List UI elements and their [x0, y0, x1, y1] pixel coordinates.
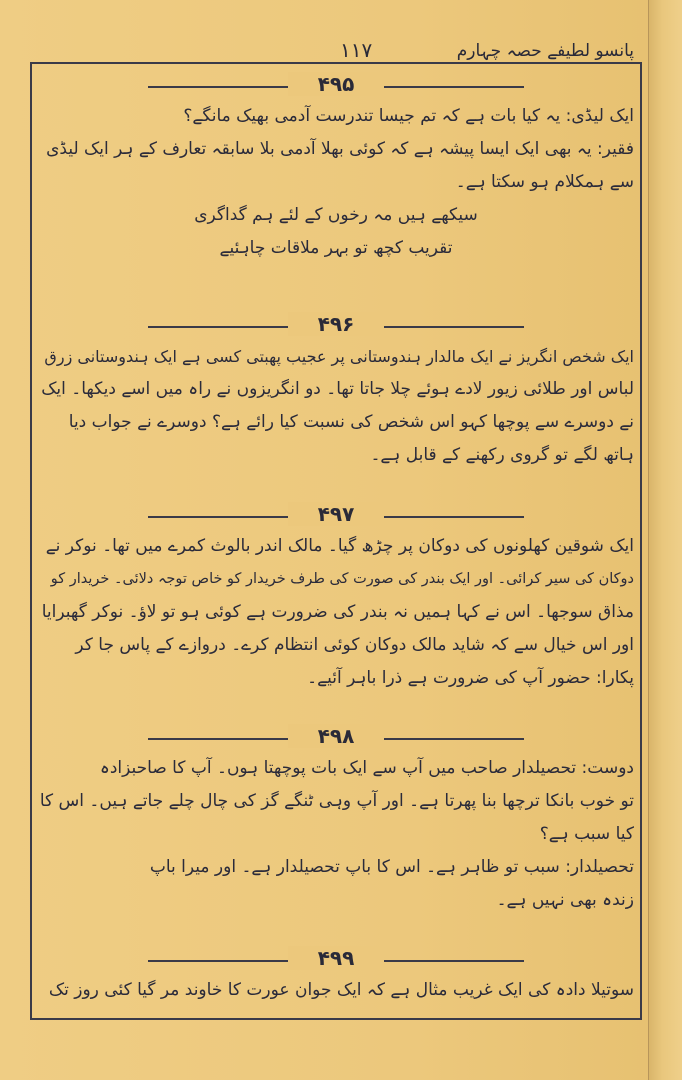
- adjacent-page-edge: [648, 0, 682, 1080]
- text-line: دوکان کی سیر کرائی۔ اور ایک بندر کی صورت کی طرف خریدار کو خاص توجہ دلائی۔ خریدار کو: [50, 571, 634, 587]
- text-line: نے دوسرے سے پوچھا کہو اس شخص کی نسبت کیا رائے ہے؟ دوسرے نے جواب دیا: [68, 412, 634, 432]
- joke-498: [38, 724, 634, 917]
- joke-number: ۴۹۵: [288, 72, 384, 96]
- text-line: ایک شوقین کھلونوں کی دوکان پر چڑھ گیا۔ مالک اندر بالوث کمرے میں تھا۔ نوکر نے: [45, 536, 634, 556]
- text-line: پکارا: حضور آپ کی ضرورت ہے ذرا باہر آئیے۔: [307, 668, 634, 688]
- joke-number: ۴۹۷: [288, 502, 384, 526]
- joke-497: [38, 502, 634, 695]
- text-line: ایک شخص انگریز نے ایک مالدار ہندوستانی پر عجیب پھبتی کسی ہے ایک ہندوستانی زرق: [44, 347, 634, 366]
- text-line: سے ہمکلام ہو سکتا ہے۔: [455, 172, 634, 192]
- text-line: فقیر: یہ بھی ایک ایسا پیشہ ہے کہ کوئی بھلا آدمی بلا سابقہ تعارف کے ہر ایک لیڈی: [46, 139, 634, 159]
- text-line: تو خوب بانکا ترچھا بنا پھرتا ہے۔ اور آپ وہی ٹنگے گز کی چال چلے جاتے ہیں۔ اس کا: [39, 791, 634, 811]
- section-heading: [38, 724, 634, 752]
- verse-line: تقریب کچھ تو بہر ملاقات چاہئیے: [219, 238, 453, 258]
- joke-495: [38, 72, 634, 265]
- text-line: لباس اور طلائی زیور لادے ہوئے چلا جاتا تھا۔ دو انگریزوں نے راہ میں اسے دیکھا۔ ایک: [41, 379, 634, 399]
- joke-499: [38, 946, 634, 1007]
- joke-number: ۴۹۸: [288, 724, 384, 748]
- section-heading: [38, 502, 634, 530]
- text-line: مذاق سوجھا۔ اس نے کہا ہمیں نہ بندر کی ضرورت ہے کوئی ہو تو لاؤ۔ نوکر گھبرایا: [41, 602, 634, 622]
- book-title: پانسو لطیفے حصہ چہارم: [456, 41, 634, 61]
- text-line: اور اس خیال سے کہ شاید مالک دوکان کوئی انتظام کرے۔ دروازے کے پاس جا کر: [75, 635, 634, 655]
- joke-number: ۴۹۶: [288, 312, 384, 336]
- text-line: تحصیلدار: سبب تو ظاہر ہے۔ اس کا باپ تحصیلدار ہے۔ اور میرا باپ: [149, 857, 634, 877]
- text-line: ہاتھ لگے تو گروی رکھنے کے قابل ہے۔: [370, 445, 634, 465]
- text-line: کیا سبب ہے؟: [539, 824, 634, 844]
- text-line: سوتیلا دادہ کی ایک غریب مثال ہے کہ ایک جوان عورت کا خاوند مر گیا کئی روز تک: [48, 980, 634, 1000]
- section-heading: [38, 312, 634, 340]
- text-line: ایک لیڈی: یہ کیا بات ہے کہ تم جیسا تندرست آدمی بھیک مانگے؟: [183, 106, 634, 126]
- text-line: زندہ بھی نہیں ہے۔: [496, 890, 634, 910]
- verse-line: سیکھے ہیں مہ رخوں کے لئے ہم گداگری: [194, 205, 478, 225]
- section-heading: [38, 946, 634, 974]
- text-line: دوست: تحصیلدار صاحب میں آپ سے ایک بات پوچھتا ہوں۔ آپ کا صاحبزادہ: [99, 758, 634, 778]
- joke-number: ۴۹۹: [288, 946, 384, 970]
- section-heading: [38, 72, 634, 100]
- joke-496: [38, 312, 634, 472]
- page-number: ۱۱۷: [340, 38, 373, 62]
